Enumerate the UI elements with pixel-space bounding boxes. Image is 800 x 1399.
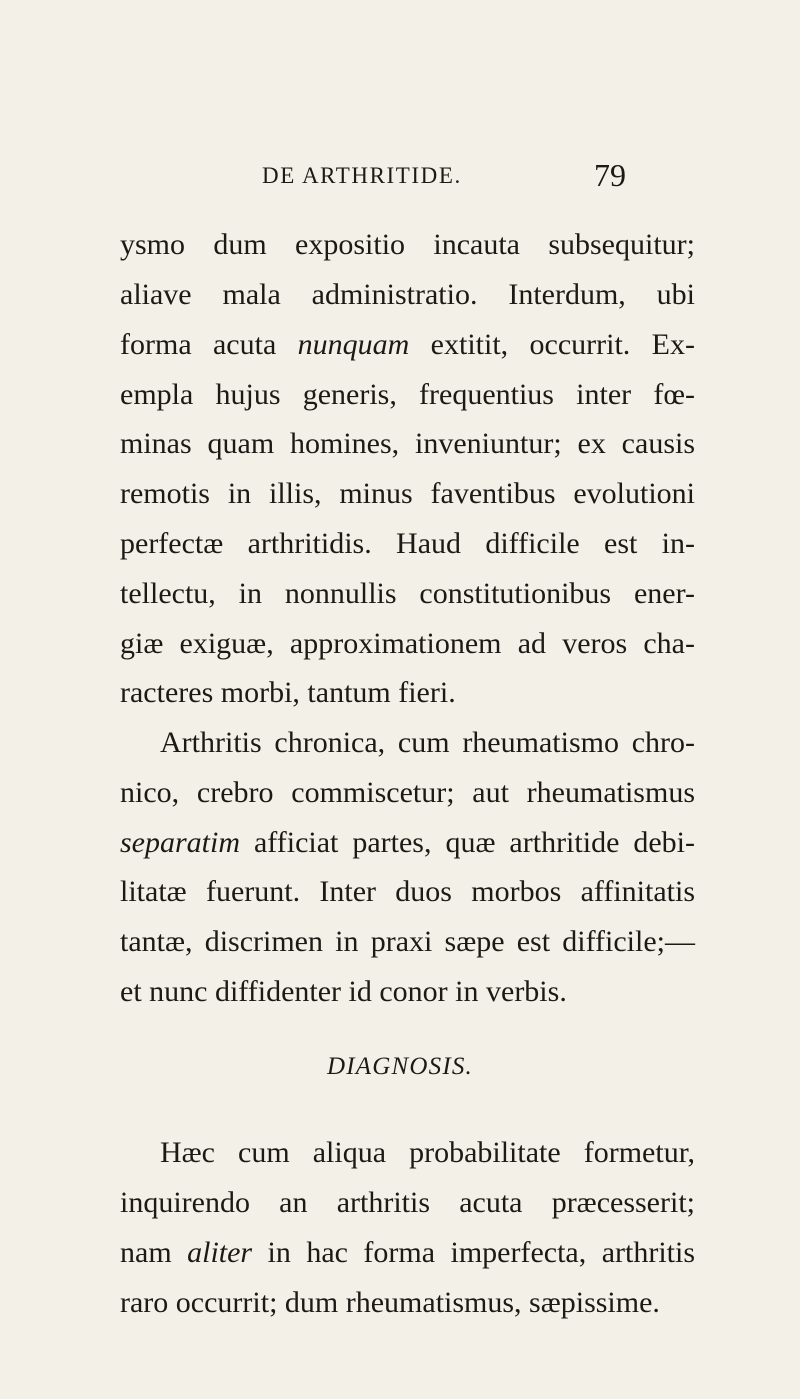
text-line [120, 624, 695, 664]
text-line [160, 1133, 695, 1173]
text-line [120, 972, 695, 1012]
text-span: racteres morbi, tantum fieri. [120, 676, 456, 709]
text-line [120, 1283, 695, 1323]
text-line [120, 474, 695, 514]
text-line [120, 1183, 695, 1223]
text-span: giæ exiguæ, approximationem ad veros cha- [120, 627, 695, 660]
text-span: remotis in illis, minus faventibus evolutioni [120, 477, 695, 510]
text-line [120, 424, 695, 464]
text-line [160, 723, 695, 763]
text-span: extitit, occurrit. Ex- [409, 328, 695, 361]
text-span: ysmo dum expositio incauta subsequitur; [120, 228, 695, 261]
text-span: aliave mala administratio. Interdum, ubi [120, 278, 695, 311]
italic-word: separatim [120, 826, 240, 859]
text-line [120, 673, 695, 713]
text-span: tellectu, in nonnullis constitutionibus ener- [120, 577, 695, 610]
italic-word: aliter [187, 1236, 253, 1269]
running-title: DE ARTHRITIDE. [262, 163, 462, 188]
text-span: Hæc cum aliqua probabilitate formetur, [160, 1136, 695, 1169]
running-head [0, 157, 800, 203]
section-heading: DIAGNOSIS. [326, 1053, 473, 1080]
text-span: litatæ fuerunt. Inter duos morbos affinitatis [120, 875, 695, 908]
text-line [120, 275, 695, 315]
text-span: nam [120, 1236, 188, 1269]
text-span: tantæ, discrimen in praxi sæpe est difficile;— [120, 925, 695, 958]
text-line [120, 524, 695, 564]
text-line [120, 574, 695, 614]
page-number: 79 [594, 157, 626, 193]
text-line [120, 1233, 695, 1273]
text-span: afficiat partes, quæ arthritide debi- [240, 826, 695, 859]
text-span: et nunc diffidenter id conor in verbis. [120, 975, 567, 1008]
text-span: in hac forma imperfecta, arthritis [252, 1236, 696, 1269]
text-span: perfectæ arthritidis. Haud difficile est in- [120, 527, 695, 560]
italic-word: nunquam [297, 328, 410, 361]
text-span: Arthritis chronica, cum rheumatismo chro- [160, 726, 695, 759]
text-span: minas quam homines, inveniuntur; ex causis [120, 427, 695, 460]
text-line [120, 375, 695, 415]
text-line [120, 225, 695, 265]
text-line [120, 325, 695, 365]
text-line [120, 922, 695, 962]
text-line [120, 823, 695, 863]
text-span: inquirendo an arthritis acuta præcesserit; [120, 1186, 695, 1219]
text-span: nico, crebro commiscetur; aut rheumatismus [120, 776, 695, 809]
text-span: empla hujus generis, frequentius inter fœ- [120, 378, 695, 411]
text-line [120, 872, 695, 912]
text-span: raro occurrit; dum rheumatismus, sæpissime. [120, 1286, 660, 1319]
text-line [120, 773, 695, 813]
text-span: forma acuta [120, 328, 298, 361]
